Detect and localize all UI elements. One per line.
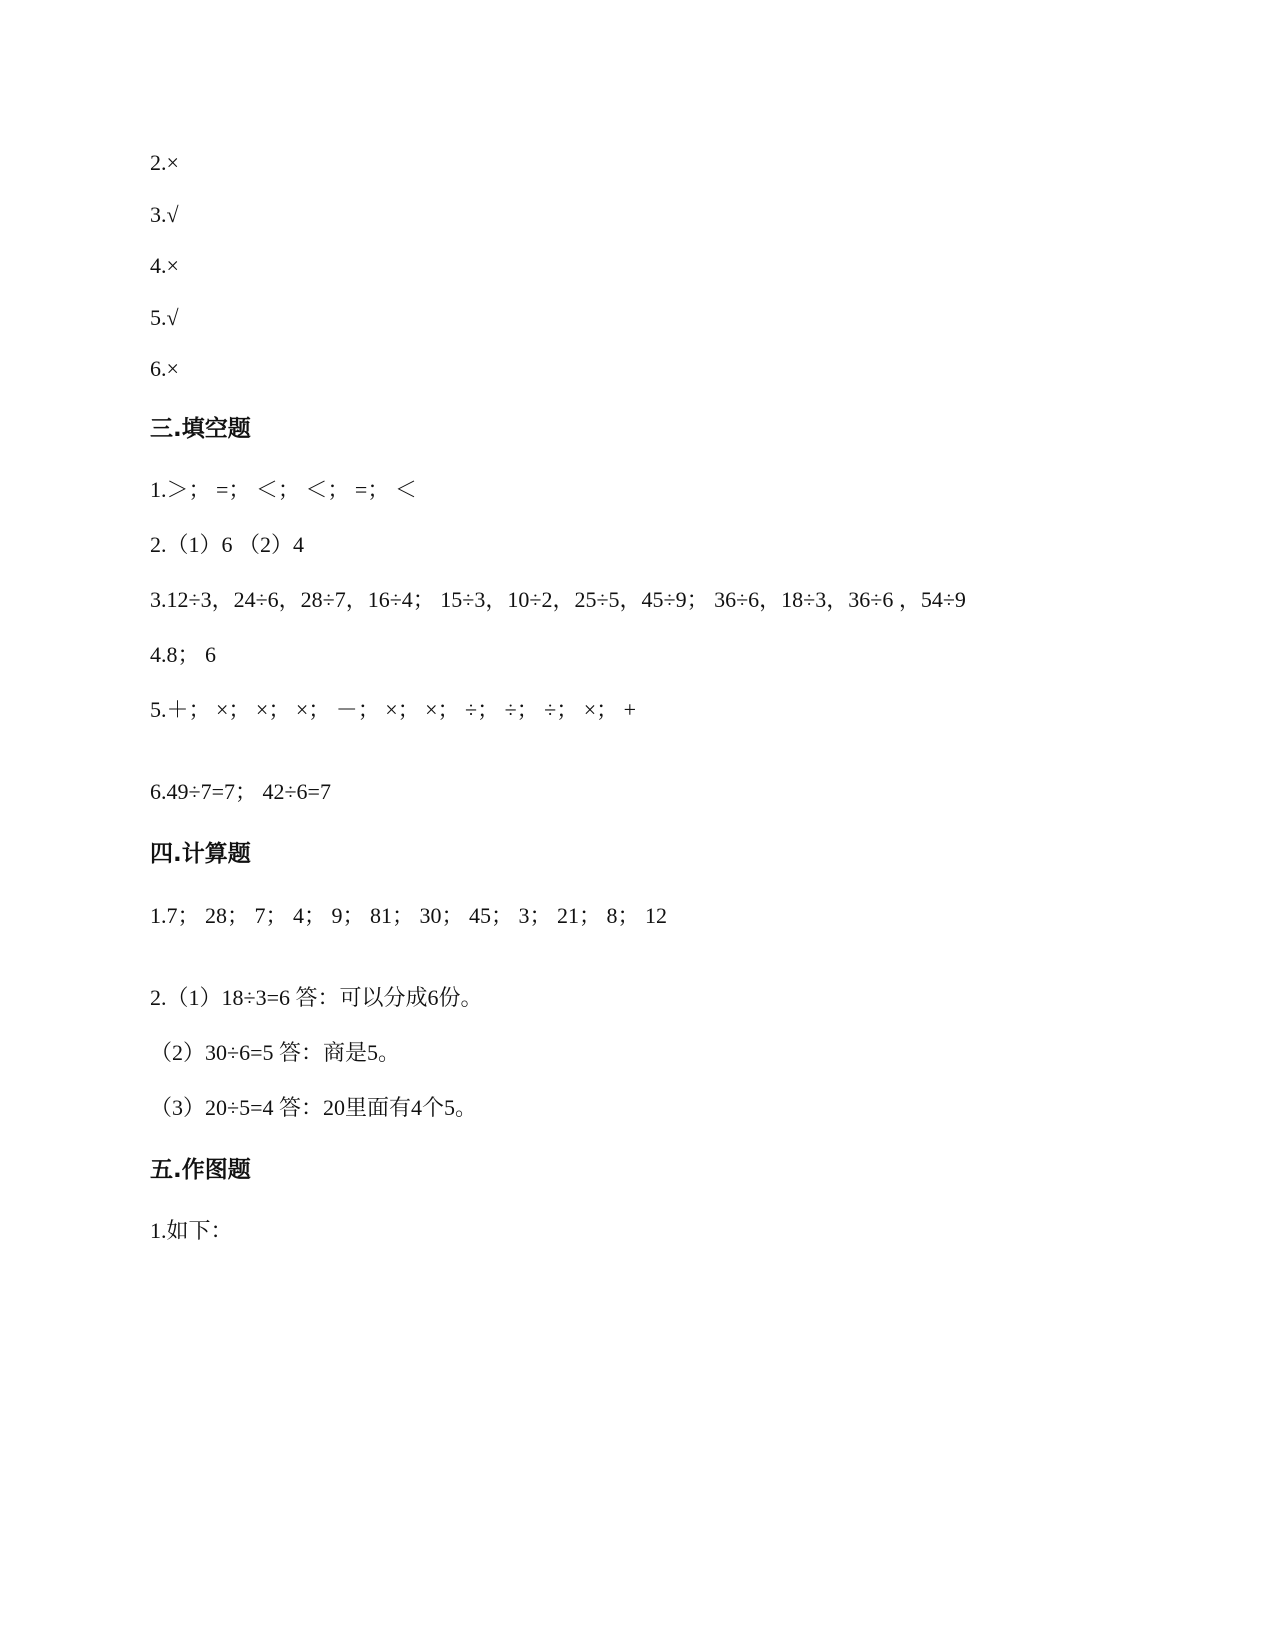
- fill-blank-answer-3: 3.12÷3，24÷6，28÷7，16÷4； 15÷3，10÷2，25÷5，45÷9； 36÷6，18÷3，36÷6 ，54÷9: [150, 587, 966, 612]
- judge-answer-2: 2.×: [150, 150, 179, 175]
- fill-blank-answer-6: 6.49÷7=7； 42÷6=7: [150, 779, 331, 804]
- judge-answer-3: 3.√: [150, 202, 179, 227]
- fill-blank-answer-4: 4.8； 6: [150, 642, 217, 667]
- fill-blank-answer-1: 1.＞； =； ＜； ＜； =； ＜: [150, 477, 417, 502]
- judge-answer-4: 4.×: [150, 253, 179, 278]
- calculation-answer-2-part-3: （3）20÷5=4 答：20里面有4个5。: [150, 1095, 477, 1120]
- judge-answer-5: 5.√: [150, 305, 179, 330]
- judge-answer-6: 6.×: [150, 356, 179, 381]
- calculation-answer-1: 1.7； 28； 7； 4； 9； 81； 30； 45； 3； 21； 8； 12: [150, 903, 668, 928]
- section-heading-calculation: 四.计算题: [150, 841, 251, 867]
- drawing-answer-1: 1.如下：: [150, 1218, 233, 1243]
- section-heading-drawing: 五.作图题: [150, 1157, 251, 1183]
- fill-blank-answer-5: 5.＋； ×； ×； ×； －； ×； ×； ÷； ÷； ÷； ×； +: [150, 697, 637, 722]
- calculation-answer-2-part-1: 2.（1）18÷3=6 答：可以分成6份。: [150, 985, 483, 1010]
- calculation-answer-2-part-2: （2）30÷6=5 答：商是5。: [150, 1040, 400, 1065]
- section-heading-fill-blank: 三.填空题: [150, 416, 251, 442]
- fill-blank-answer-2: 2.（1）6 （2）4: [150, 532, 305, 557]
